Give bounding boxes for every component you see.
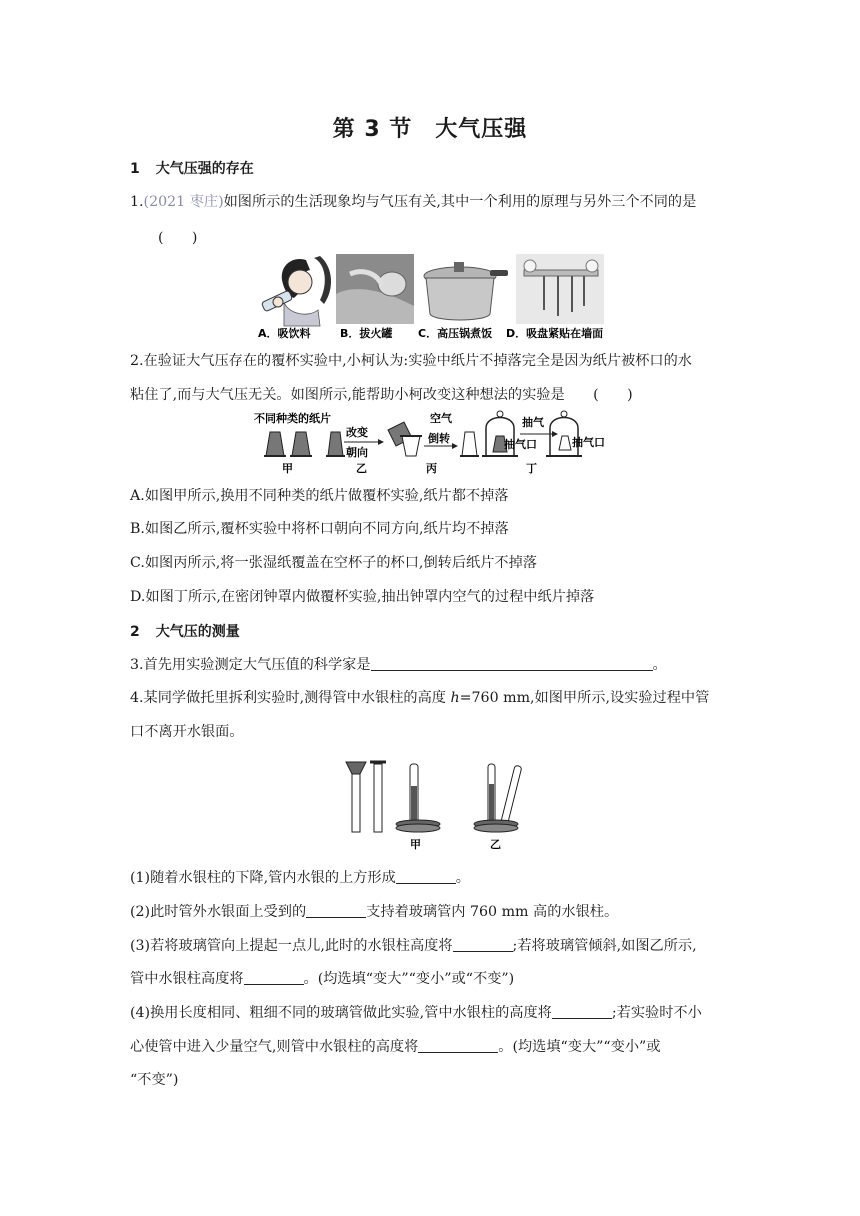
question-2-line-1: 2.在验证大气压存在的覆杯实验中,小柯认为:实验中纸片不掉落完全是因为纸片被杯口的水 xyxy=(130,353,692,369)
punct: 。 xyxy=(455,870,470,886)
part-text-cont: 。(均选填“变大”“变小”或“不变”) xyxy=(303,971,515,987)
answer-blank[interactable] xyxy=(552,1004,612,1019)
label-port-1: 抽气口 xyxy=(504,438,537,451)
question-4-line-1 xyxy=(130,687,709,707)
cup-jia-2 xyxy=(290,432,312,456)
option-c[interactable]: C.如图丙所示,将一张湿纸覆盖在空杯子的杯口,倒转后纸片不掉落 xyxy=(130,555,537,571)
caption-b: B．拔火罐 xyxy=(340,327,393,340)
part-text: (3)若将玻璃管向上提起一点儿,此时的水银柱高度将 xyxy=(130,938,453,954)
question-source: (2021 枣庄) xyxy=(143,194,224,210)
answer-blank[interactable] xyxy=(396,869,456,884)
page-title: 第 3 节 大气压强 xyxy=(332,117,528,142)
label-jia: 甲 xyxy=(410,838,421,850)
part-text-cont: 。(均选填“变大”“变小”或 xyxy=(498,1039,661,1055)
part-text: 管中水银柱高度将 xyxy=(130,971,244,987)
caption-d: D．吸盘紧贴在墙面 xyxy=(506,327,604,340)
label-port-2: 抽气口 xyxy=(572,436,605,449)
question-4-part-4-end: “不变”) xyxy=(130,1072,179,1088)
question-4-part-3-cont xyxy=(130,968,514,988)
part-text-cont: ;若将玻璃管倾斜,如图乙所示, xyxy=(512,938,697,954)
section-heading-1 xyxy=(130,158,254,178)
question-text: 4.某同学做托里拆利实验时,测得管中水银柱的高度 xyxy=(130,690,451,706)
section-number: 2 xyxy=(130,624,140,640)
question-text: 3.首先用实验测定大气压值的科学家是 xyxy=(130,657,371,673)
option-b[interactable]: B.如图乙所示,覆杯实验中将杯口朝向不同方向,纸片均不掉落 xyxy=(130,521,509,537)
question-4-part-3 xyxy=(130,935,697,955)
section-label: 大气压的测量 xyxy=(155,624,240,640)
tube-filling xyxy=(346,762,366,832)
answer-bracket: ( ) xyxy=(158,230,198,246)
part-text: (2)此时管外水银面上受到的 xyxy=(130,904,307,920)
question-number: 1. xyxy=(130,194,144,210)
tube-inverted xyxy=(370,762,386,832)
question-3 xyxy=(130,654,667,674)
q1-figure xyxy=(254,254,606,340)
question-1 xyxy=(130,191,696,211)
photo-pressure-cooker xyxy=(420,254,508,324)
answer-blank[interactable] xyxy=(371,656,653,671)
punct: 。 xyxy=(652,657,667,673)
question-text: 如图所示的生活现象均与气压有关,其中一个利用的原理与另外三个不同的是 xyxy=(223,194,697,210)
q2-figure xyxy=(252,408,614,474)
label-bing: 丙 xyxy=(426,462,437,474)
tube-yi xyxy=(474,764,522,832)
part-text: (4)换用长度相同、粗细不同的玻璃管做此实验,管中水银柱的高度将 xyxy=(130,1005,552,1021)
label-jia: 甲 xyxy=(282,462,293,474)
part-text-cont: ;若实验时不小 xyxy=(611,1005,702,1021)
label-yi: 乙 xyxy=(490,838,501,850)
label-pump: 抽气 xyxy=(522,416,544,429)
caption-a: A．吸饮料 xyxy=(258,327,311,340)
photo-cupping xyxy=(336,254,414,324)
question-text: 粘住了,而与大气压无关。如图所示,能帮助小柯改变这种想法的实验是 xyxy=(130,387,565,403)
label-invert: 倒转 xyxy=(428,432,450,445)
caption-c: C．高压锅煮饭 xyxy=(418,327,493,340)
question-4-line-2: 口不离开水银面。 xyxy=(130,724,244,740)
label-yi: 乙 xyxy=(356,462,367,474)
symbol-h: h xyxy=(450,690,460,706)
answer-bracket: ( ) xyxy=(593,387,633,403)
part-text: 心使管中进入少量空气,则管中水银柱的高度将 xyxy=(130,1039,419,1055)
question-4-part-1 xyxy=(130,867,470,887)
question-4-part-2 xyxy=(130,901,618,921)
cup-jia-1 xyxy=(264,432,286,456)
label-change: 改变 xyxy=(346,426,368,439)
cup-yi xyxy=(326,422,412,459)
cup-bing xyxy=(400,411,479,456)
option-a[interactable]: A.如图甲所示,换用不同种类的纸片做覆杯实验,纸片都不掉落 xyxy=(130,488,509,504)
label-dir: 朝向 xyxy=(346,446,368,459)
option-d[interactable]: D.如图丁所示,在密闭钟罩内做覆杯实验,抽出钟罩内空气的过程中纸片掉落 xyxy=(130,589,595,605)
question-2-line-2 xyxy=(130,384,633,404)
section-label: 大气压强的存在 xyxy=(155,161,254,177)
photo-drinking xyxy=(261,256,331,326)
question-4-part-4 xyxy=(130,1002,702,1022)
answer-blank[interactable] xyxy=(418,1038,498,1053)
label-ding: 丁 xyxy=(526,462,537,474)
section-heading-2 xyxy=(130,621,240,641)
part-text-cont: 支持着玻璃管内 760 mm 高的水银柱。 xyxy=(366,904,619,920)
photo-suction-hooks xyxy=(516,254,604,324)
question-text-cont: =760 mm,如图甲所示,设实验过程中管 xyxy=(459,690,710,706)
section-number: 1 xyxy=(130,161,140,177)
label-air: 空气 xyxy=(430,412,452,425)
answer-blank[interactable] xyxy=(244,970,304,985)
q4-figure xyxy=(340,756,530,850)
label-paper: 不同种类的纸片 xyxy=(254,412,331,425)
question-4-part-4-cont xyxy=(130,1036,661,1056)
answer-blank[interactable] xyxy=(306,903,366,918)
tube-jia xyxy=(396,764,440,832)
answer-blank[interactable] xyxy=(453,937,513,952)
part-text: (1)随着水银柱的下降,管内水银的上方形成 xyxy=(130,870,396,886)
